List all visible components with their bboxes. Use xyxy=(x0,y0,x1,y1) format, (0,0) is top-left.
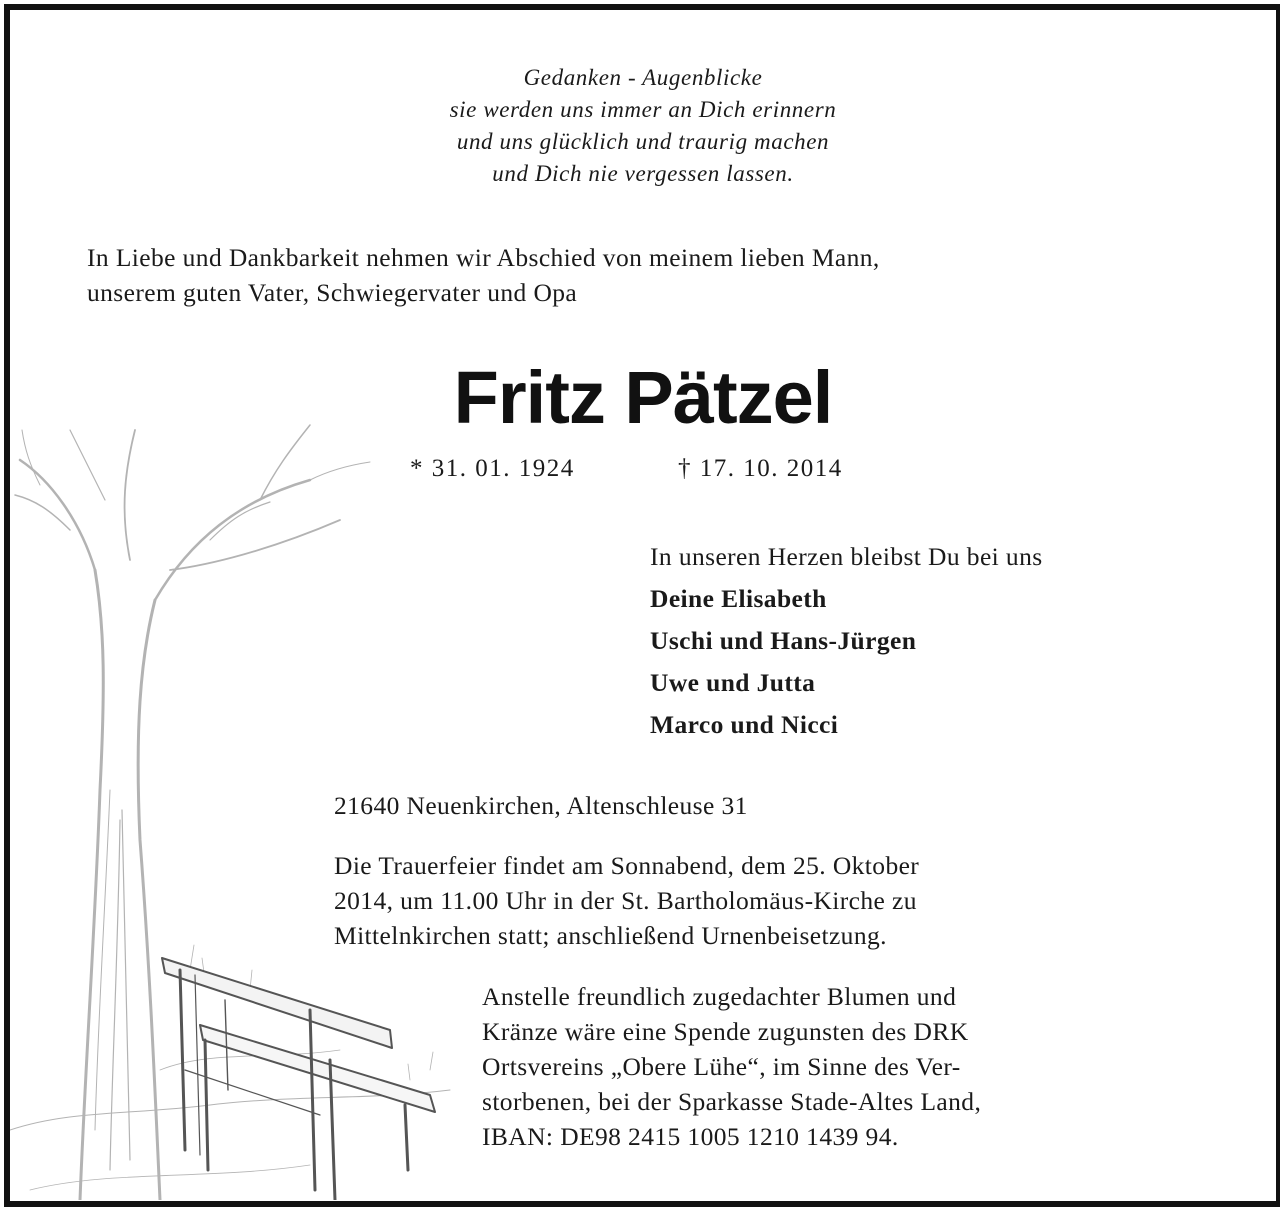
service-line: Die Trauerfeier findet am Sonnabend, dem 25. Oktober xyxy=(334,851,920,880)
family-address: 21640 Neuenkirchen, Altenschleuse 31 xyxy=(334,791,748,820)
service-line: Mittelnkirchen statt; anschließend Urnenbeisetzung. xyxy=(334,921,887,950)
family-member: Uwe und Jutta xyxy=(650,668,816,697)
deceased-name: Fritz Pätzel xyxy=(453,356,833,439)
funeral-service-info xyxy=(334,848,1214,953)
poem-line: sie werden uns immer an Dich erinnern xyxy=(449,97,837,122)
service-line: 2014, um 11.00 Uhr in der St. Bartholomäus-Kirche zu xyxy=(334,886,917,915)
intro-line: unserem guten Vater, Schwiegervater und Opa xyxy=(87,278,578,307)
poem-line: und Dich nie vergessen lassen. xyxy=(492,161,794,186)
poem-line: Gedanken - Augenblicke xyxy=(523,65,763,90)
intro-line: In Liebe und Dankbarkeit nehmen wir Abschied von meinem lieben Mann, xyxy=(87,243,880,272)
family-member: Marco und Nicci xyxy=(650,710,839,739)
birth-date: * 31. 01. 1924 xyxy=(410,455,575,482)
farewell-intro xyxy=(87,240,1207,310)
family-member: Uschi und Hans-Jürgen xyxy=(650,626,917,655)
donation-line: Ortsvereins „Obere Lühe“, im Sinne des Ver- xyxy=(482,1052,961,1081)
obituary-notice xyxy=(4,4,1280,1207)
memorial-poem xyxy=(10,62,1276,190)
donation-line: storbenen, bei der Sparkasse Stade-Altes Land, xyxy=(482,1087,982,1116)
poem-line: und uns glücklich und traurig machen xyxy=(456,129,830,154)
donation-line: Anstelle freundlich zugedachter Blumen und xyxy=(482,982,957,1011)
family-member: Deine Elisabeth xyxy=(650,584,827,613)
donation-request xyxy=(482,979,1242,1154)
death-date: † 17. 10. 2014 xyxy=(678,455,843,482)
family-heading: In unseren Herzen bleibst Du bei uns xyxy=(650,542,1043,571)
family-signatures xyxy=(650,536,1043,746)
donation-line: IBAN: DE98 2415 1005 1210 1439 94. xyxy=(482,1122,899,1151)
donation-line: Kränze wäre eine Spende zugunsten des DRK xyxy=(482,1017,969,1046)
